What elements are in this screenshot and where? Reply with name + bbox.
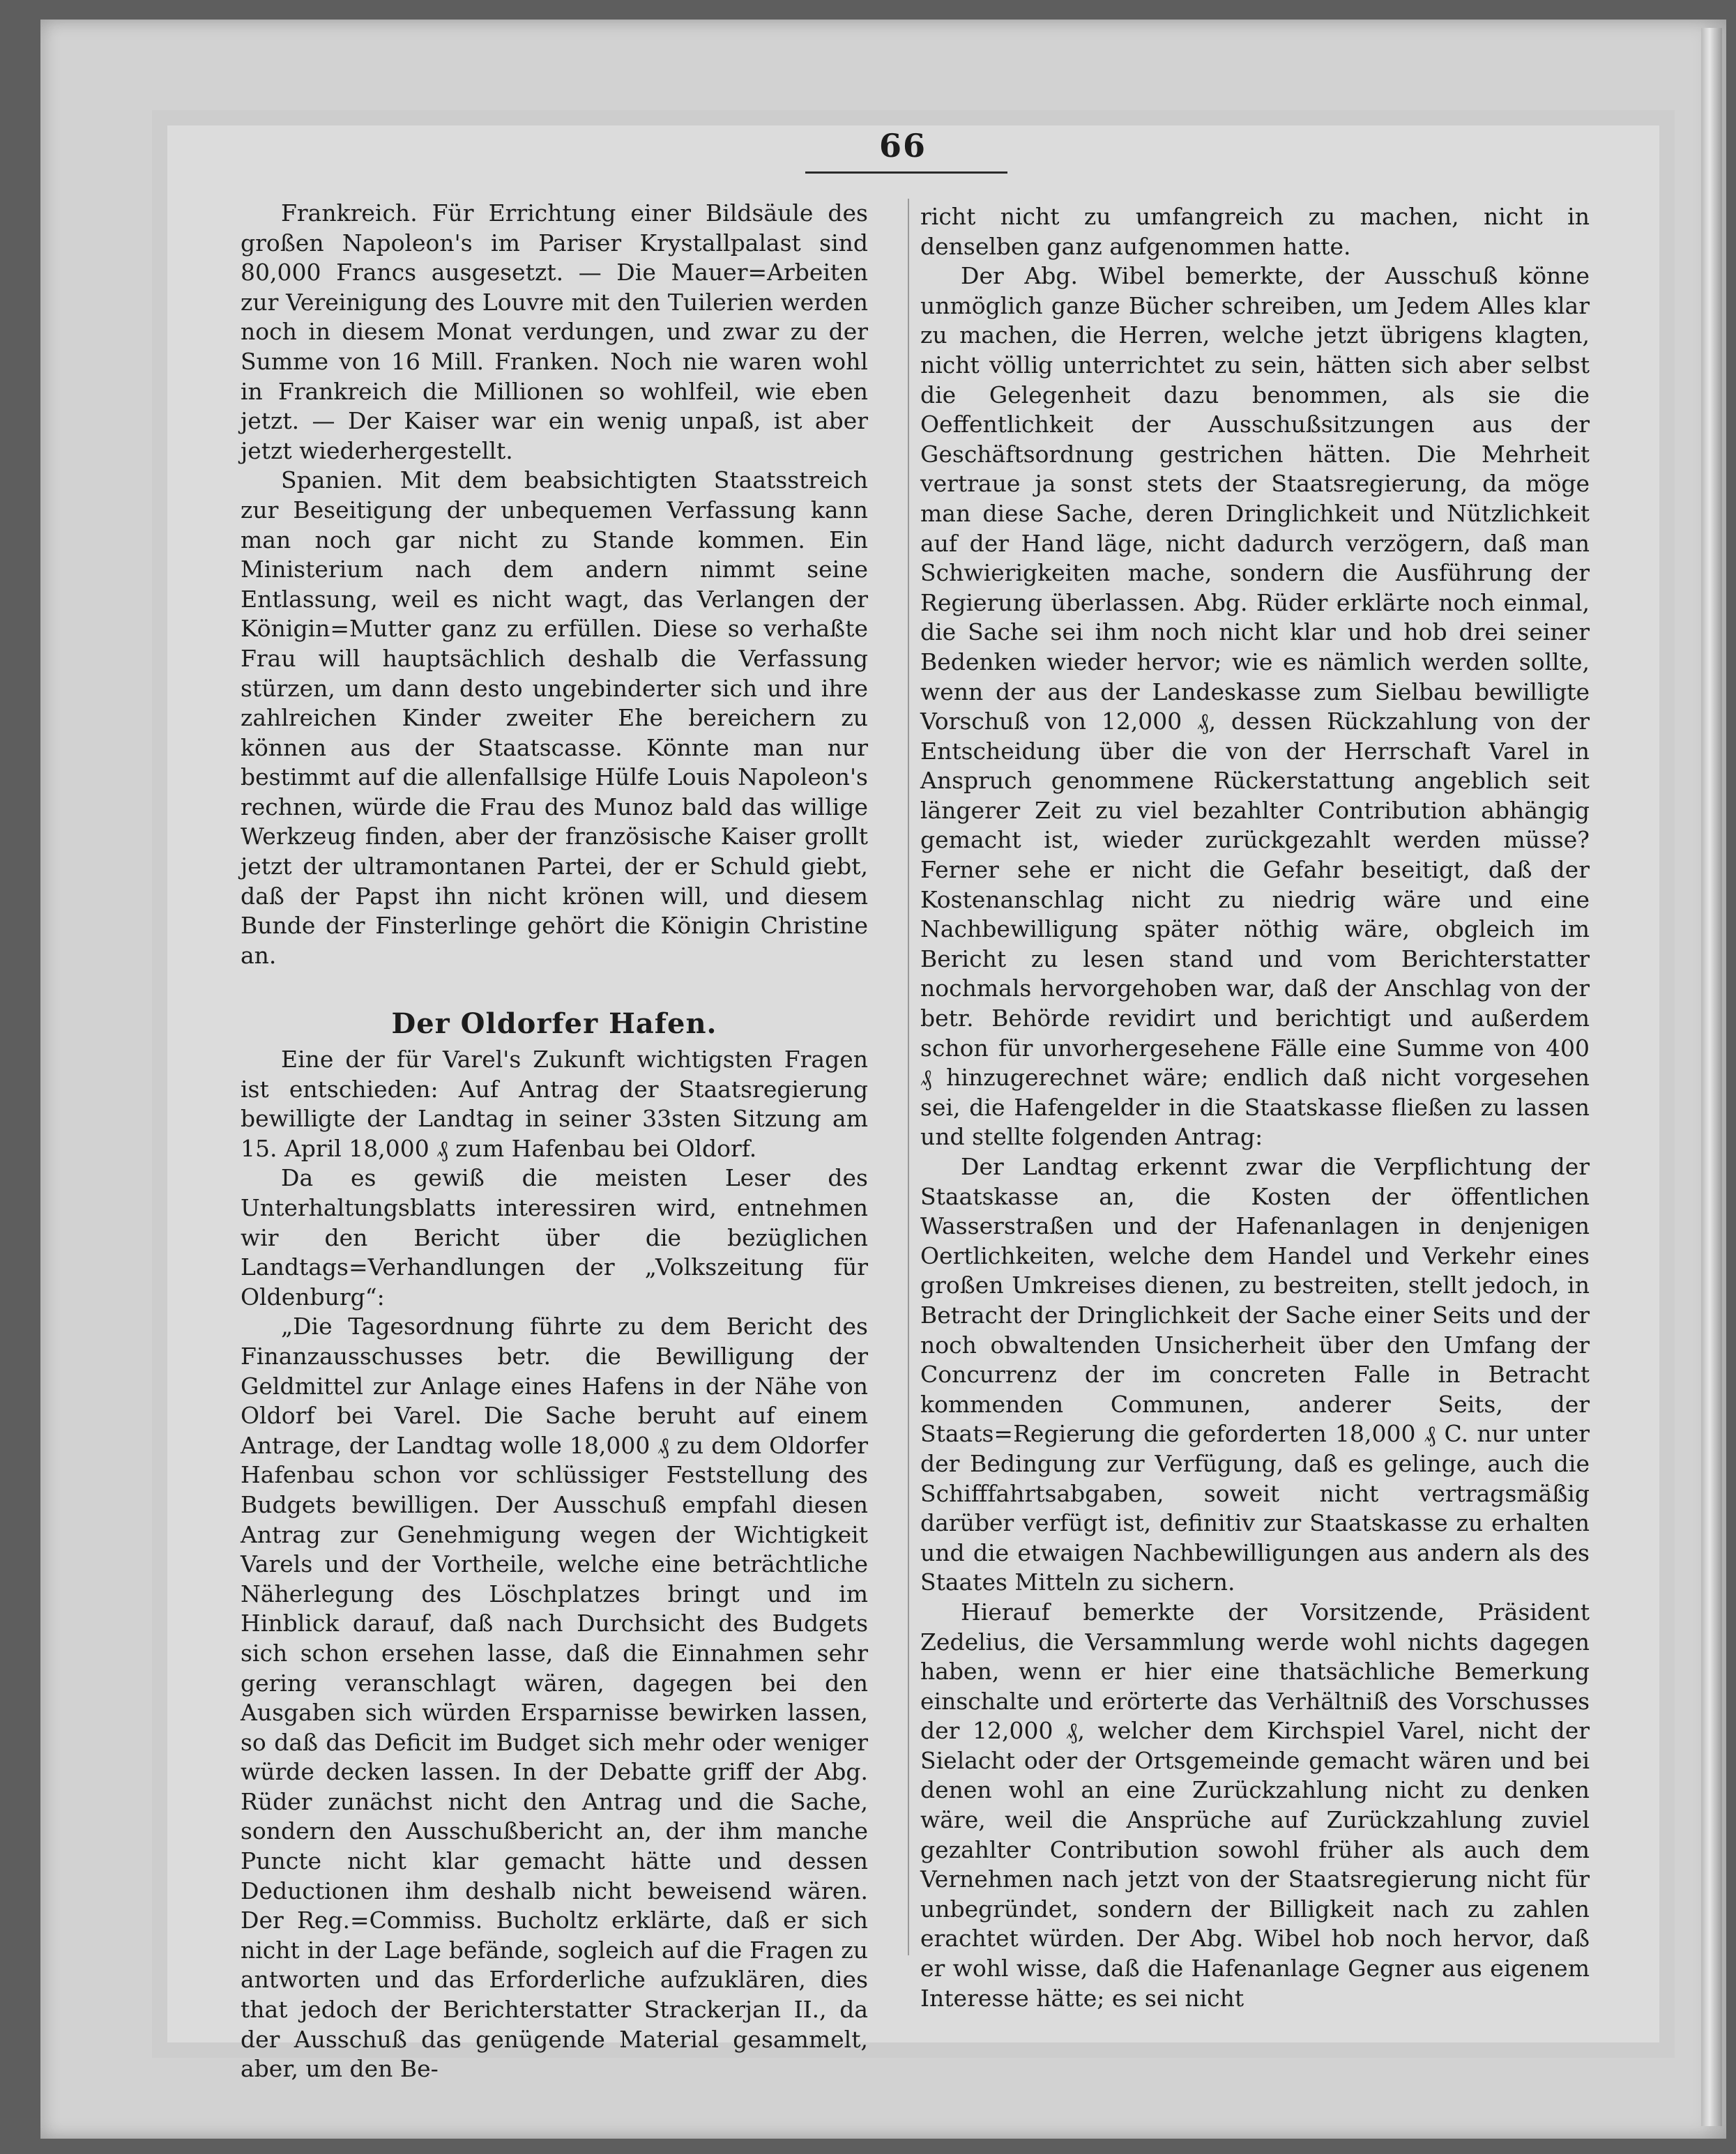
header-rule <box>805 171 1007 174</box>
article-paragraph: Eine der für Varel's Zukunft wichtigsten Fragen ist entschieden: Auf Antrag der Staatsregierung bewilligte der Landtag in seiner 33sten Sitzung am 15. April 18,000 ₰ zum Hafenbau bei Oldorf. <box>241 1046 868 1162</box>
page-edge <box>1701 28 1722 2126</box>
article-paragraph: richt nicht zu umfangreich zu machen, nicht in denselben ganz aufgenommen hatte. <box>920 203 1590 260</box>
paragraph-spanien: Spanien. Mit dem beabsichtigten Staatsstreich zur Beseitigung der unbequemen Verfassung kann man noch gar nicht zu Stande kommen. Ein Ministerium nach dem andern nimmt seine Entlassung, weil es nicht wagt, das Verlangen der Königin=Mutter ganz zu erfüllen. Diese so verhaßte Frau will hauptsächlich deshalb die Verfassung stürzen, um dann desto ungebinderter sich und ihre zahlreichen Kinder zweiter Ehe bereichern zu können aus der Staatscasse. Könnte man nur bestimmt auf die allenfallsige Hülfe Louis Napoleon's rechnen, würde die Frau des Munoz bald das willige Werkzeug finden, aber der französische Kaiser grollt jetzt der ultramontanen Partei, der er Schuld giebt, daß der Papst ihn nicht krönen will, und diesem Bunde der Finsterlinge gehört die Königin Christine an. <box>241 466 868 969</box>
article-paragraph: Der Abg. Wibel bemerkte, der Ausschuß könne unmöglich ganze Bücher schreiben, um Jedem Alles klar zu machen, die Herren, welche jetzt übrigens klagten, nicht völlig unterrichtet zu sein, hätten sich aber selbst die Gelegenheit dazu benommen, als sie die Oeffentlichkeit der Ausschußsitzungen aus der Geschäftsordnung gestrichen hätten. Die Mehrheit vertraue ja sonst stets der Staatsregierung, da möge man diese Sache, deren Dringlichkeit und Nützlichkeit auf der Hand läge, nicht dadurch verzögern, daß man Schwierigkeiten mache, sondern die Ausführung der Regierung überlassen. Abg. Rüder erklärte noch einmal, die Sache sei ihm noch nicht klar und hob drei seiner Bedenken wieder hervor; wie es nämlich werden sollte, wenn der aus der Landeskasse zum Sielbau bewilligte Vorschuß von 12,000 ₰, dessen Rückzahlung von der Entscheidung über die von der Herrschaft Varel in Anspruch genommene Rückerstattung angeblich seit längerer Zeit zu viel bezahlter Contribution abhängig gemacht ist, wieder zurückgezahlt werden müsse? Ferner sehe er nicht die Gefahr beseitigt, daß der Kostenanschlag nicht zu niedrig wäre und eine Nachbewilligung später nöthig wäre, obgleich im Bericht zu lesen stand und vom Berichterstatter nochmals hervorgehoben war, daß der Anschlag von der betr. Behörde revidirt und berichtigt und außerdem schon für unvorhergesehene Fälle eine Summe von 400 ₰ hinzugerechnet wäre; endlich daß nicht vorgesehen sei, die Hafengelder in die Staatskasse fließen zu lassen und stellte folgenden Antrag: <box>920 262 1590 1151</box>
article-paragraph: Der Landtag erkennt zwar die Verpflichtung der Staatskasse an, die Kosten der öffentlichen Wasserstraßen und der Hafenanlagen in denjenigen Oertlichkeiten, welche dem Handel und Verkehr eines großen Umkreises dienen, zu bestreiten, stellt jedoch, in Betracht der Dringlichkeit der Sache einer Seits und der noch obwaltenden Unsicherheit über den Umfang der Concurrenz der im concreten Falle in Betracht kommenden Communen, anderer Seits, der Staats=Regierung die geforderten 18,000 ₰ C. nur unter der Bedingung zur Verfügung, daß es gelinge, auch die Schifffahrtsabgaben, soweit nicht vertragsmäßig darüber verfügt ist, definitiv zur Staatskasse zu erhalten und die etwaigen Nachbewilligungen aus andern als des Staates Mitteln zu sichern. <box>920 1153 1590 1596</box>
article-paragraph: „Die Tagesordnung führte zu dem Bericht des Finanzausschusses betr. die Bewilligung der Geldmittel zur Anlage eines Hafens in der Nähe von Oldorf bei Varel. Die Sache beruht auf einem Antrage, der Landtag wolle 18,000 ₰ zu dem Oldorfer Hafenbau schon vor schlüssiger Feststellung des Budgets bewilligen. Der Ausschuß empfahl diesen Antrag zur Genehmigung wegen der Wichtigkeit Varels und der Vortheile, welche eine beträchtliche Näherlegung des Löschplatzes bringt und im Hinblick darauf, daß nach Durchsicht des Budgets sich schon ersehen lasse, daß die Einnahmen sehr gering veranschlagt wären, dagegen bei den Ausgaben sich würden Ersparnisse bewirken lassen, so daß das Deficit im Budget sich mehr oder weniger würde decken lassen. In der Debatte griff der Abg. Rüder zunächst nicht den Antrag und die Sache, sondern den Ausschußbericht an, der ihm manche Puncte nicht klar gemacht hätte und dessen Deductionen ihm deshalb nicht beweisend wären. Der Reg.=Commiss. Bucholtz erklärte, daß er sich nicht in der Lage befände, sogleich auf die Fragen zu antworten und das Erforderliche aufzuklären, dies that jedoch der Berichterstatter Strackerjan II., da der Ausschuß das genügende Material gesammelt, aber, um den Be- <box>241 1313 868 2083</box>
right-column <box>920 202 1590 2013</box>
paragraph-frankreich: Frankreich. Für Errichtung einer Bildsäule des großen Napoleon's im Pariser Krystallpalast sind 80,000 Francs ausgesetzt. — Die Mauer=Arbeiten zur Vereinigung des Louvre mit den Tuilerien werden noch in diesem Monat verdungen, und zwar zu der Summe von 16 Mill. Franken. Noch nie waren wohl in Frankreich die Millionen so wohlfeil, wie eben jetzt. — Der Kaiser war ein wenig unpaß, ist aber jetzt wiederhergestellt. <box>241 199 868 464</box>
left-column <box>241 199 868 2084</box>
article-heading: Der Oldorfer Hafen. <box>391 1007 717 1041</box>
article-paragraph: Hierauf bemerkte der Vorsitzende, Präsident Zedelius, die Versammlung werde wohl nichts dagegen haben, wenn er hier eine thatsächliche Bemerkung einschalte und erörterte das Verhältniß des Vorschusses der 12,000 ₰, welcher dem Kirchspiel Varel, nicht der Sielacht oder der Ortsgemeinde gemacht wären und bei denen wohl an eine Zurückzahlung nicht zu denken wäre, weil die Ansprüche auf Zurückzahlung zuviel gezahlter Contribution sowohl früher als auch dem Vernehmen nach jetzt von der Staatsregierung nicht für unbegründet, sondern der Billigkeit nach zu zahlen erachtet würden. Der Abg. Wibel hob noch hervor, daß er wohl wisse, daß die Hafenanlage Gegner aus eigenem Interesse hätte; es sei nicht <box>920 1598 1590 2012</box>
page-number: 66 <box>878 127 927 165</box>
article-paragraph: Da es gewiß die meisten Leser des Unterhaltungsblatts interessiren wird, entnehmen wir den Bericht über die bezüglichen Landtags=Verhandlungen der „Volkszeitung für Oldenburg“: <box>241 1164 868 1311</box>
column-divider <box>908 199 909 1955</box>
